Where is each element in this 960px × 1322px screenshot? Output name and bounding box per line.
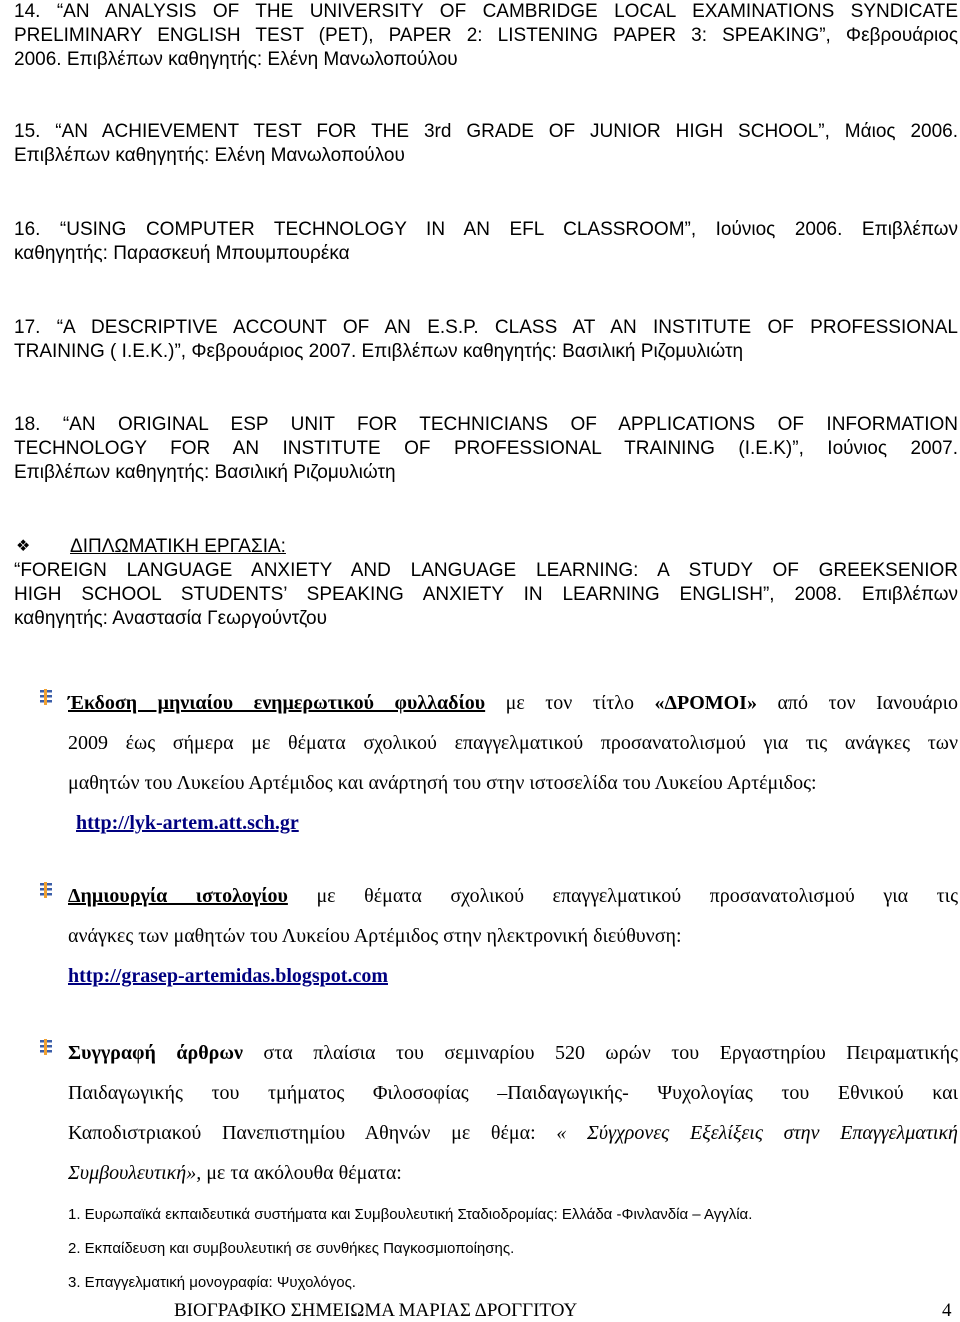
diploma-heading-row (14, 535, 958, 559)
diploma-line: καθηγητής: Αναστασία Γεωργούντζου (14, 608, 327, 629)
list-item: 1. Ευρωπαϊκά εκπαιδευτικά συστήματα και Συμβουλευτική Σταδιοδρομίας: Ελλάδα -Φινλανδία – Αγγλία. (68, 1206, 753, 1223)
blog-title: Δημιουργία ιστολογίου (68, 885, 288, 907)
diamond-bullet-icon: ❖ (16, 538, 31, 555)
item-line: PRELIMINARY ENGLISH TEST (PET), PAPER 2: LISTENING PAPER 3: SPEAKING”, Φεβρουάριος (14, 25, 958, 46)
item-line: 18. “AN ORIGINAL ESP UNIT FOR TECHNICIANS OF APPLICATIONS OF INFORMATION (14, 414, 958, 435)
item-line: 15. “AN ACHIEVEMENT TEST FOR THE 3rd GRADE OF JUNIOR HIGH SCHOOL”, Μάιος 2006. (14, 121, 958, 142)
thesis-item-18 (14, 413, 958, 485)
thesis-item-14 (14, 0, 958, 72)
page-number: 4 (942, 1300, 952, 1321)
blog-line: Δημιουργία ιστολογίου με θέματα σχολικού επαγγελματικού προσανατολισμού για τις (68, 885, 958, 907)
item-line: TRAINING ( I.E.K.)”, Φεβρουάριος 2007. Επιβλέπων καθηγητής: Βασιλική Ριζομυλιώτη (14, 341, 744, 362)
newsletter-line: Έκδοση μηνιαίου ενημερωτικού φυλλαδίου με τον τίτλο «ΔΡΟΜΟΙ» από τον Ιανουάριο (68, 692, 958, 714)
thesis-item-16 (14, 218, 958, 266)
newsletter-line: 2009 έως σήμερα με θέματα σχολικού επαγγελματικού προσανατολισμού για τις ανάγκες των (68, 732, 958, 754)
blog-link[interactable]: http://grasep-artemidas.blogspot.com (68, 965, 388, 987)
blog-line: ανάγκες των μαθητών του Λυκείου Αρτέμιδος στην ηλεκτρονική διεύθυνση: (68, 925, 682, 947)
articles-line: Συγγραφή άρθρων στα πλαίσια του σεμιναρίου 520 ωρών του Εργαστηρίου Πειραματικής (68, 1042, 958, 1064)
list-bullet-icon (38, 689, 54, 705)
item-line: καθηγητής: Παρασκευή Μπουμπουρέκα (14, 243, 350, 264)
articles-subitems (68, 1198, 752, 1300)
articles-title: Συγγραφή άρθρων (68, 1042, 243, 1064)
newsletter-link[interactable]: http://lyk-artem.att.sch.gr (76, 812, 299, 834)
newsletter-line: μαθητών του Λυκείου Αρτέμιδος και ανάρτησή του στην ιστοσελίδα του Λυκείου Αρτέμιδος: (68, 772, 817, 794)
item-line: Επιβλέπων καθηγητής: Βασιλική Ριζομυλιώτη (14, 462, 396, 483)
list-bullet-icon (38, 1039, 54, 1055)
diploma-line: “FOREIGN LANGUAGE ANXIETY AND LANGUAGE LEARNING: A STUDY OF GREEKSENIOR (14, 560, 958, 581)
blog-link-row (68, 956, 958, 996)
item-line: 2006. Επιβλέπων καθηγητής: Ελένη Μανωλοπούλου (14, 49, 458, 70)
articles-line: Καποδιστριακού Πανεπιστημίου Αθηνών με θέμα: « Σύγχρονες Εξελίξεις στην Επαγγελματική (68, 1122, 958, 1144)
thesis-item-17 (14, 316, 958, 364)
newsletter-section (38, 683, 958, 843)
item-line: 16. “USING COMPUTER TECHNOLOGY IN AN EFL CLASSROOM”, Ιούνιος 2006. Επιβλέπων (14, 219, 958, 240)
footer-title: ΒΙΟΓΡΑΦΙΚΟ ΣΗΜΕΙΩΜΑ ΜΑΡΙΑΣ ΔΡΟΓΓΙΤΟΥ (174, 1300, 578, 1321)
item-line: 17. “A DESCRIPTIVE ACCOUNT OF AN E.S.P. CLASS AT AN INSTITUTE OF PROFESSIONAL (14, 317, 958, 338)
list-item: 3. Επαγγελματική μονογραφία: Ψυχολόγος. (68, 1274, 356, 1291)
newsletter-link-row (68, 803, 958, 843)
thesis-item-15 (14, 120, 958, 168)
blog-section (38, 876, 958, 996)
newsletter-name: «ΔΡΟΜΟΙ» (654, 692, 757, 714)
item-line: Επιβλέπων καθηγητής: Ελένη Μανωλοπούλου (14, 145, 405, 166)
list-item: 2. Εκπαίδευση και συμβουλευτική σε συνθήκες Παγκοσμιοποίησης. (68, 1240, 515, 1257)
articles-line: Συμβουλευτική», με τα ακόλουθα θέματα: (68, 1162, 402, 1184)
diploma-thesis (14, 535, 958, 631)
list-bullet-icon (38, 882, 54, 898)
articles-line: Παιδαγωγικής του τμήματος Φιλοσοφίας –Παιδαγωγικής- Ψυχολογίας του Εθνικού και (68, 1082, 958, 1104)
diploma-heading: ΔΙΠΛΩΜΑΤΙΚΗ ΕΡΓΑΣΙΑ: (70, 536, 286, 557)
item-line: TECHNOLOGY FOR AN INSTITUTE OF PROFESSIONAL TRAINING (I.E.K)”, Ιούνιος 2007. (14, 438, 958, 459)
item-line: 14. “AN ANALYSIS OF THE UNIVERSITY OF CAMBRIDGE LOCAL EXAMINATIONS SYNDICATE (14, 1, 958, 22)
newsletter-title: Έκδοση μηνιαίου ενημερωτικού φυλλαδίου (68, 692, 486, 714)
diploma-line: HIGH SCHOOL STUDENTS’ SPEAKING ANXIETY IN LEARNING ENGLISH”, 2008. Επιβλέπων (14, 584, 958, 605)
articles-section (38, 1033, 958, 1193)
